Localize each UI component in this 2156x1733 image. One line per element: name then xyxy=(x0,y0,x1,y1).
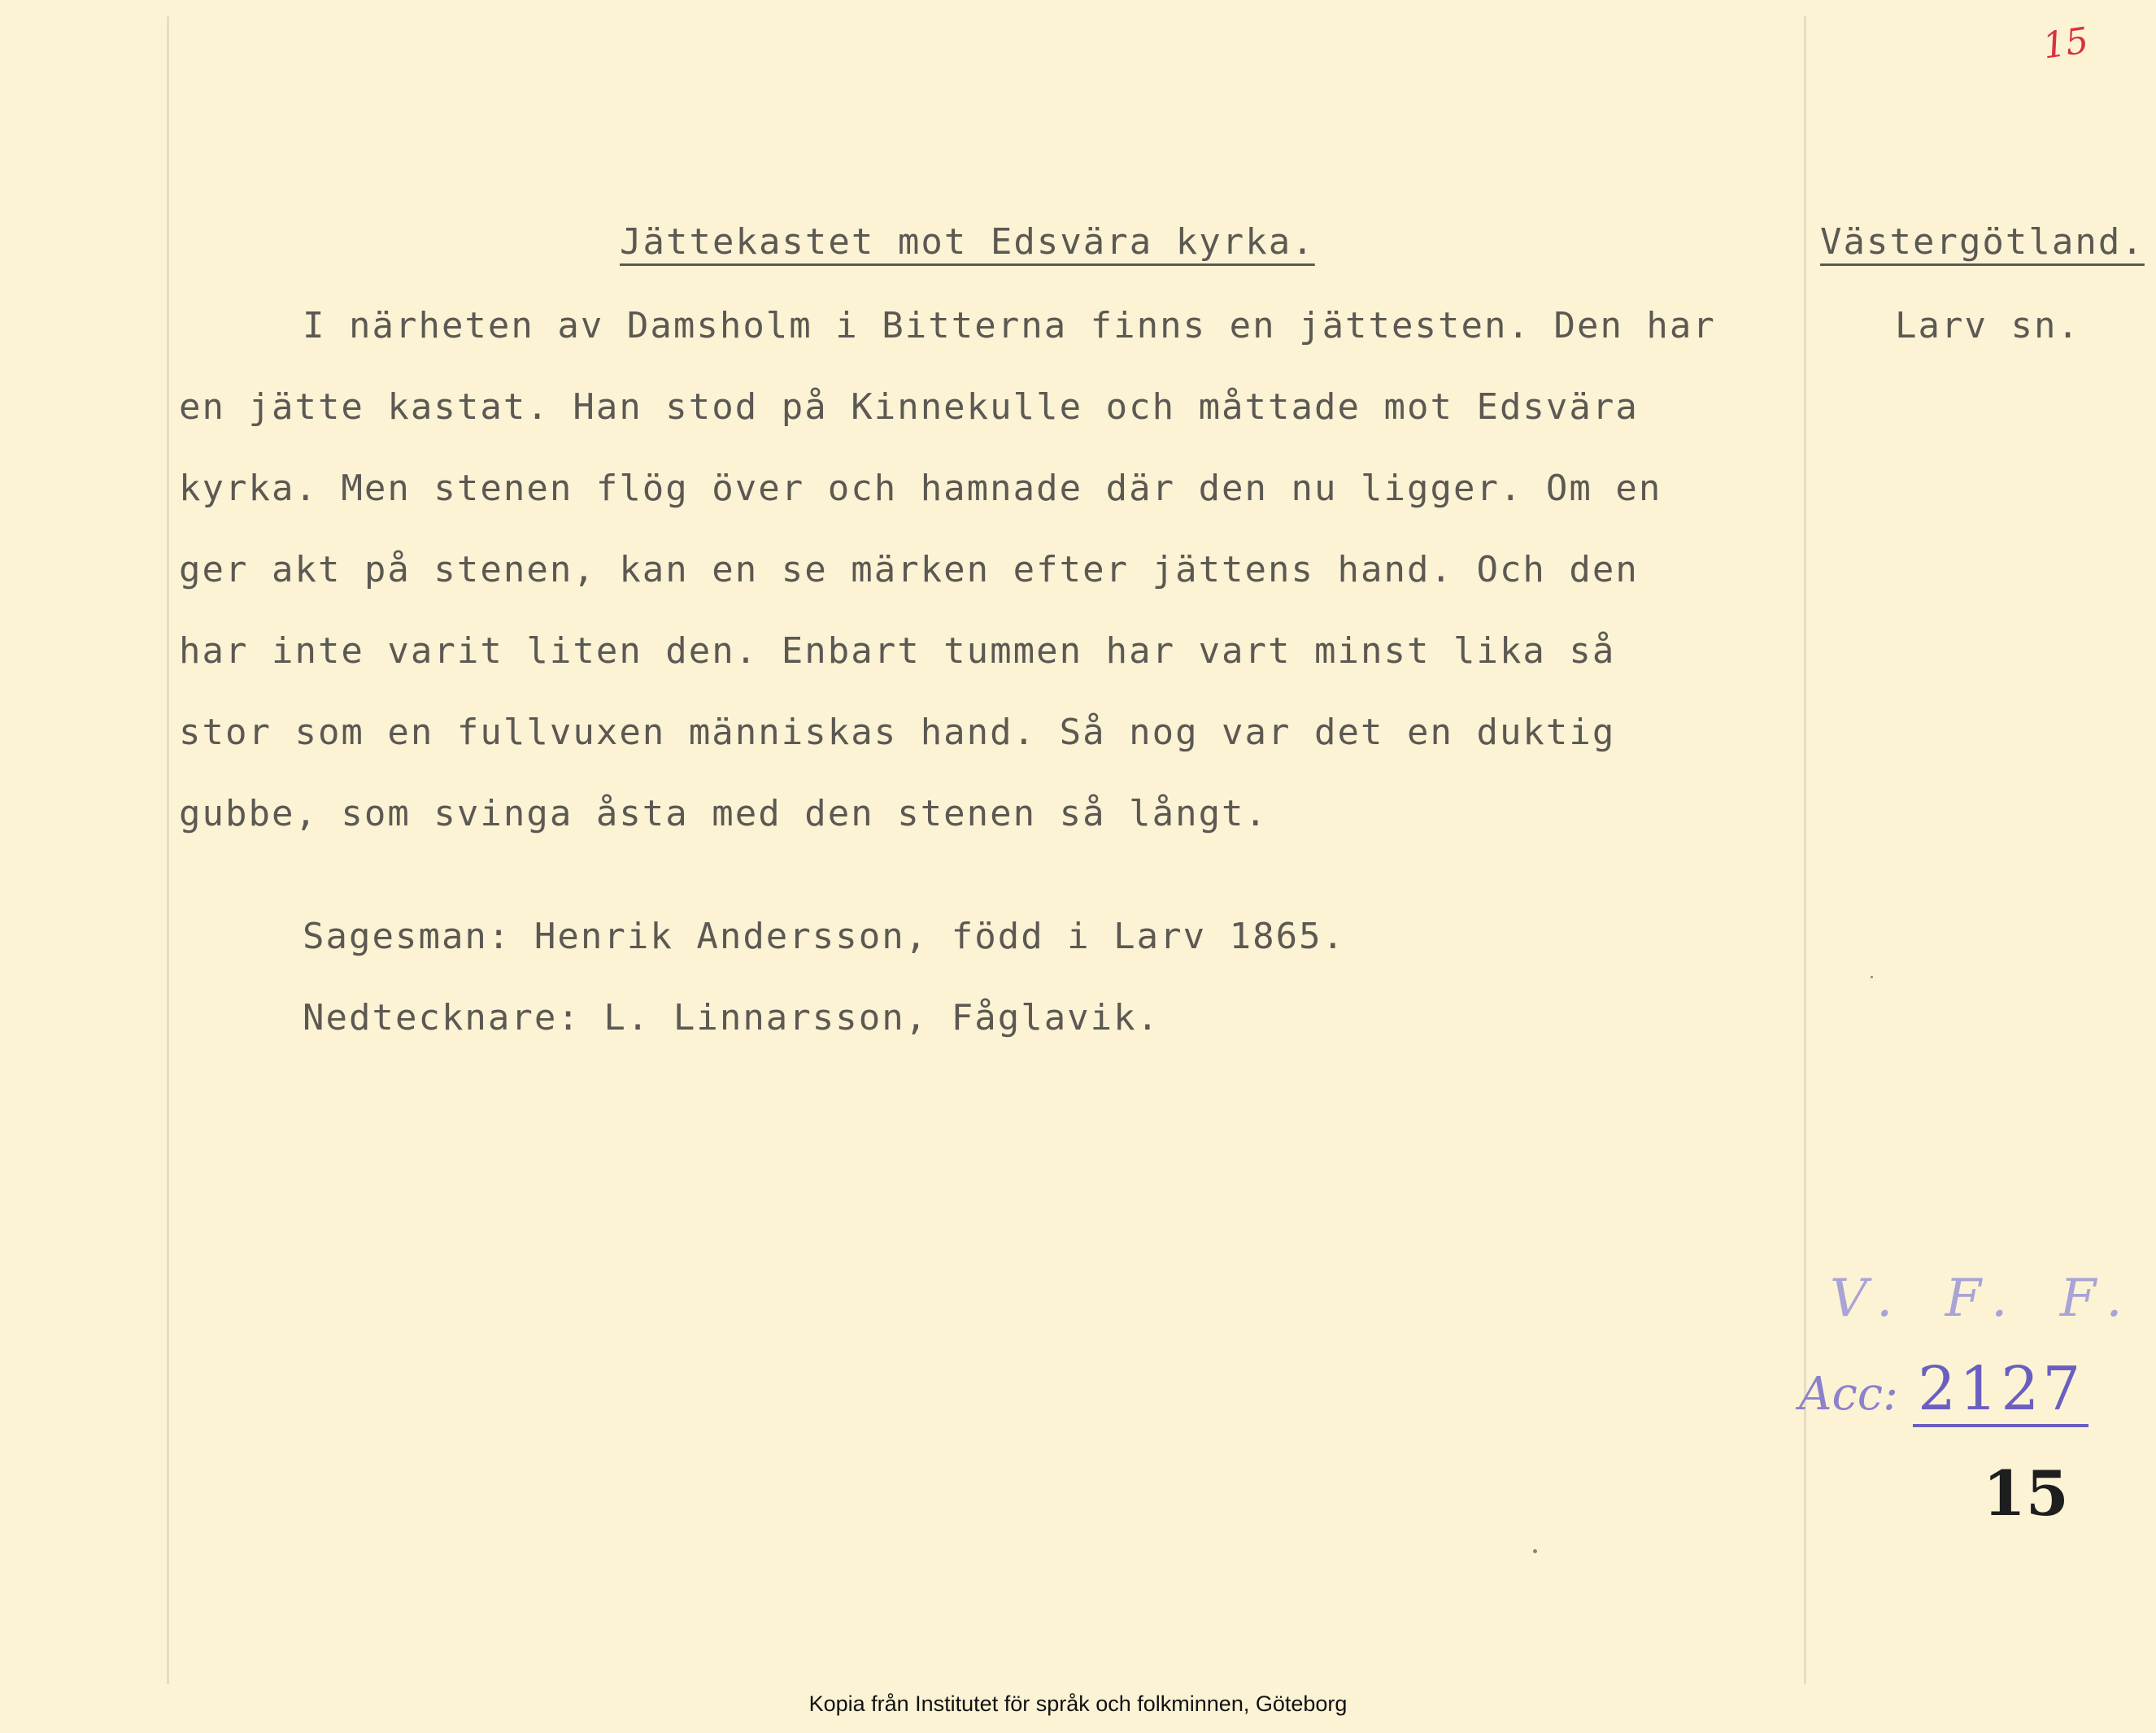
page-fold-line-right xyxy=(1804,16,1806,1684)
story-line: stor som en fullvuxen människas hand. Så nog var det en duktig xyxy=(179,712,1616,753)
accession-stamp xyxy=(1799,1354,2088,1424)
paper-speck xyxy=(1871,976,1873,978)
parish-label: Larv sn. xyxy=(1895,305,2080,346)
informant-line: Sagesman: Henrik Andersson, född i Larv 1865. xyxy=(303,916,1346,957)
region-label: Västergötland. xyxy=(1820,221,2145,263)
archive-page-mark: 15 xyxy=(2040,20,2092,67)
story-line: kyrka. Men stenen flög över och hamnade där den nu ligger. Om en xyxy=(179,468,1662,509)
paper-speck xyxy=(1533,1549,1537,1553)
story-title: Jättekastet mot Edsvära kyrka. xyxy=(620,221,1315,263)
story-line: I närheten av Damsholm i Bitterna finns en jättesten. Den har xyxy=(303,305,1716,346)
story-line: har inte varit liten den. Enbart tummen har vart minst lika så xyxy=(179,630,1616,672)
sheet-number: 15 xyxy=(1983,1457,2069,1530)
story-line: ger akt på stenen, kan en se märken efter jättens hand. Och den xyxy=(179,549,1639,590)
recorder-line: Nedtecknare: L. Linnarsson, Fåglavik. xyxy=(303,997,1161,1038)
page-fold-line-left xyxy=(167,16,169,1684)
accession-number: 2127 xyxy=(1913,1354,2088,1427)
story-line: gubbe, som svinga åsta med den stenen så långt. xyxy=(179,793,1269,834)
accession-label: Acc: xyxy=(1799,1368,1899,1421)
story-line: en jätte kastat. Han stod på Kinnekulle och måttade mot Edsvära xyxy=(179,386,1639,428)
copy-footer: Kopia från Institutet för språk och folkminnen, Göteborg xyxy=(808,1692,1348,1716)
archive-stamp-initials: V. F. F. xyxy=(1830,1269,2141,1329)
